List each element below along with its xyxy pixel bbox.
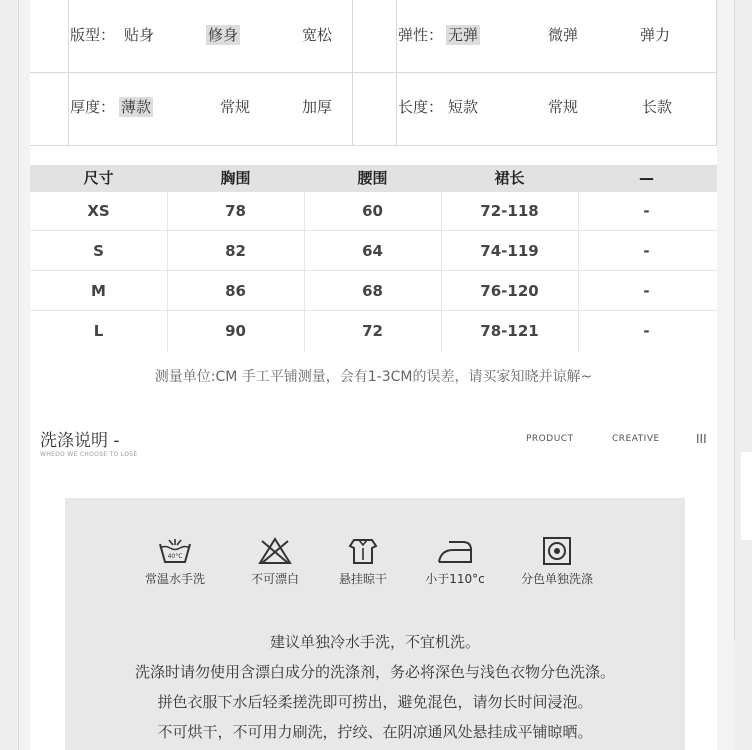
attr-row-thickness-length [30, 72, 717, 144]
table-cell: - [643, 282, 650, 300]
table-cell: 76-120 [480, 282, 539, 300]
wash-temperature: 40°C [167, 553, 183, 560]
table-cell: 86 [225, 282, 246, 300]
attr-option: 常规 [220, 98, 251, 116]
column-header: 尺寸 [83, 169, 114, 187]
table-row [30, 311, 717, 351]
table-cell: 74-119 [480, 242, 539, 260]
table-cell: - [643, 242, 650, 260]
care-label: 小于110°c [425, 572, 485, 586]
care-item-iron [405, 536, 505, 587]
care-label: 不可漂白 [250, 572, 299, 586]
wash-instruction-line: 建议单独冷水手洗，不宜机洗。 [269, 633, 480, 651]
nav-link-creative[interactable]: CREATIVE [612, 434, 660, 444]
attr-option: 微弹 [548, 26, 579, 44]
care-label: 悬挂晾干 [338, 572, 387, 586]
table-cell: 78 [225, 202, 246, 220]
attr-option: 短款 [448, 98, 479, 116]
attr-option: 弹力 [640, 26, 671, 44]
care-item-hand-wash [125, 536, 225, 587]
table-cell: 64 [362, 242, 383, 260]
table-row [30, 271, 717, 311]
left-frame-border [18, 0, 19, 750]
attr-divider [30, 145, 717, 146]
table-cell: M [91, 282, 106, 300]
table-cell: 78-121 [480, 322, 539, 340]
menu-icon[interactable]: III [696, 432, 707, 446]
attribute-table [30, 0, 717, 148]
hand-wash-icon [157, 536, 193, 566]
table-row [30, 191, 717, 231]
wash-instruction-line: 洗涤时请勿使用含漂白成分的洗涤剂，务必将深色与浅色衣物分色洗涤。 [134, 663, 615, 681]
wash-section-subtitle: WHEDO WE CHOOSE TO LOSE [40, 451, 138, 458]
attr-label-fit: 版型： [70, 26, 116, 44]
left-frame [0, 0, 18, 750]
table-cell: 82 [225, 242, 246, 260]
column-header: 腰围 [357, 169, 388, 187]
column-header: — [639, 169, 654, 187]
right-scroll-tab[interactable] [741, 452, 752, 540]
attr-option: 长款 [642, 98, 673, 116]
wash-section-title: 洗涤说明 - [40, 431, 120, 451]
wash-instruction-line: 拼色衣服下水后轻柔搓洗即可捞出，避免混色，请勿长时间浸泡。 [157, 693, 593, 711]
attr-option: 常规 [548, 98, 579, 116]
care-item-separate-wash [507, 536, 607, 587]
attr-label-length: 长度： [398, 98, 444, 116]
attr-option-selected: 无弹 [448, 26, 479, 44]
table-cell: 72 [362, 322, 383, 340]
attr-option: 宽松 [302, 26, 333, 44]
column-header: 裙长 [494, 169, 525, 187]
column-header: 胸围 [220, 169, 251, 187]
table-cell: XS [87, 202, 110, 220]
table-cell: - [643, 322, 650, 340]
table-cell: 68 [362, 282, 383, 300]
wash-instructions-panel [65, 498, 685, 750]
hang-dry-icon [345, 536, 381, 566]
no-bleach-icon [257, 536, 293, 566]
iron-icon [435, 536, 475, 566]
attr-row-fit-elasticity [30, 0, 717, 72]
attr-label-thickness: 厚度： [70, 98, 116, 116]
care-label: 分色单独洗涤 [520, 572, 593, 586]
nav-link-product[interactable]: PRODUCT [526, 434, 574, 444]
size-table-header [30, 165, 717, 192]
measurement-note: 测量单位:CM 手工平铺测量，会有1-3CM的误差，请买家知晓并谅解~ [154, 369, 593, 385]
attr-label-elasticity: 弹性： [398, 26, 444, 44]
attr-option: 贴身 [124, 26, 155, 44]
attr-option-selected: 修身 [208, 26, 239, 44]
right-frame [734, 0, 752, 750]
care-label: 常温水手洗 [144, 572, 205, 586]
table-cell: 60 [362, 202, 383, 220]
wash-instruction-line: 不可烘干，不可用力刷洗，拧绞、在阴凉通风处悬挂成平铺晾晒。 [157, 723, 593, 741]
table-cell: S [93, 242, 104, 260]
product-detail-page [30, 0, 717, 750]
attr-option-selected: 薄款 [121, 98, 152, 116]
separate-wash-icon [539, 536, 575, 566]
table-row [30, 231, 717, 271]
attr-option: 加厚 [302, 98, 333, 116]
care-item-hang-dry [313, 536, 413, 587]
care-item-no-bleach [225, 536, 325, 587]
table-cell: - [643, 202, 650, 220]
table-cell: L [93, 322, 104, 340]
table-cell: 90 [225, 322, 246, 340]
table-cell: 72-118 [480, 202, 539, 220]
right-frame-border [734, 0, 735, 640]
